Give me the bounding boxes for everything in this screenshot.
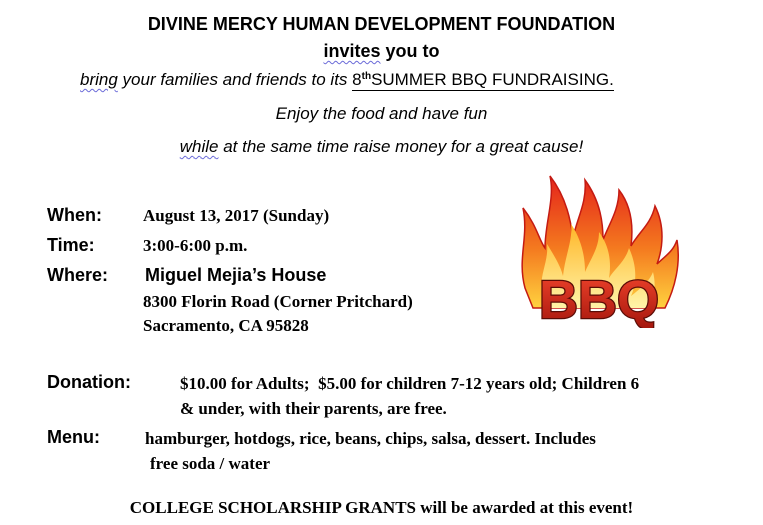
- menu-line1: hamburger, hotdogs, rice, beans, chips, salsa, dessert. Includes: [145, 429, 596, 448]
- donation-adults: $10.00 for Adults;: [180, 374, 310, 393]
- menu-line2: free soda / water: [150, 454, 271, 473]
- time-label: Time:: [47, 235, 95, 255]
- invitation-line: [80, 70, 614, 90]
- event-number: 8: [352, 70, 362, 89]
- donation-children: $5.00 for children 7-12 years old; Children 6: [318, 374, 640, 393]
- when-value: August 13, 2017 (Sunday): [143, 206, 330, 225]
- invitation-text: your families and friends to its: [117, 70, 353, 89]
- donation-label: Donation:: [47, 372, 131, 392]
- time-value: 3:00-6:00 p.m.: [143, 236, 248, 255]
- invites-line: [0, 41, 763, 62]
- bbq-flame-graphic: [515, 168, 683, 328]
- invites-word: invites: [323, 41, 381, 61]
- enjoy-line: Enjoy the food and have fun: [275, 104, 488, 123]
- menu-label: Menu:: [47, 427, 100, 447]
- donation-line1: [180, 374, 639, 394]
- scholarship-footer: COLLEGE SCHOLARSHIP GRANTS will be awarded at this event!: [129, 498, 634, 517]
- where-name: Miguel Mejia’s House: [145, 265, 327, 285]
- cause-text: at the same time raise money for a great cause!: [218, 137, 584, 156]
- where-address-line2: Sacramento, CA 95828: [143, 316, 309, 335]
- invites-rest: you to: [380, 41, 440, 61]
- where-label: Where:: [47, 265, 109, 285]
- donation-line2: & under, with their parents, are free.: [180, 399, 447, 418]
- cause-line: [0, 137, 763, 157]
- while-word: while: [179, 137, 219, 156]
- foundation-title: DIVINE MERCY HUMAN DEVELOPMENT FOUNDATION: [147, 14, 616, 34]
- event-title: SUMMER BBQ FUNDRAISING: [371, 70, 610, 89]
- where-address-line1: 8300 Florin Road (Corner Pritchard): [143, 292, 413, 311]
- event-ordinal: th: [361, 71, 372, 82]
- when-label: When:: [47, 205, 102, 225]
- event-name: [352, 70, 614, 91]
- bbq-text: BBQ: [539, 270, 659, 328]
- bring-word: bring: [80, 70, 118, 89]
- event-period: .: [609, 70, 614, 89]
